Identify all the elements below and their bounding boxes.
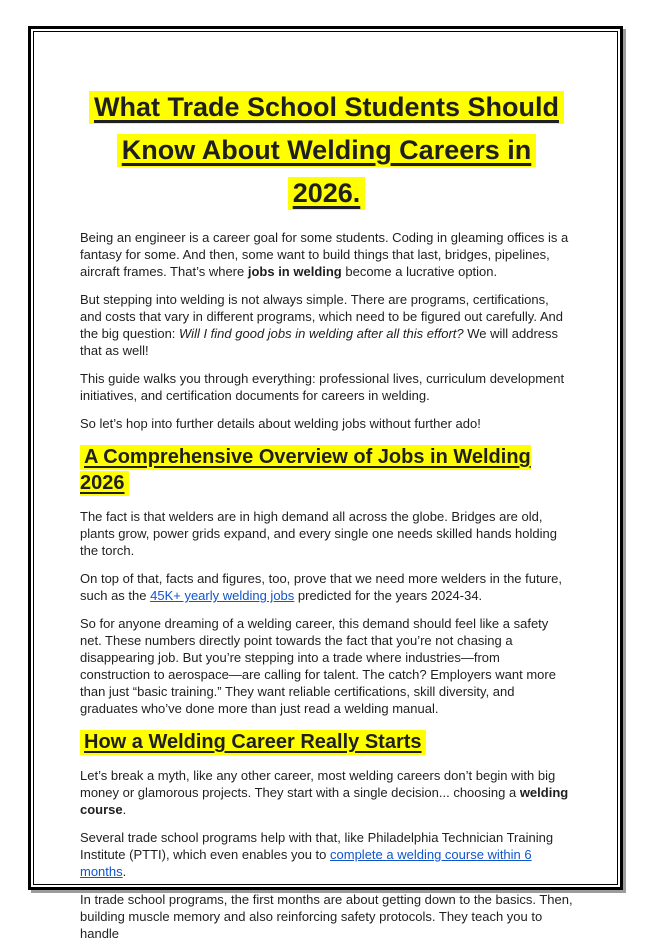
link-yearly-welding-jobs[interactable]: 45K+ yearly welding jobs: [150, 588, 295, 603]
title-line: [80, 86, 573, 129]
bold-text: jobs in welding: [247, 264, 342, 279]
page-content: [33, 31, 618, 941]
title-line: [80, 129, 573, 172]
paragraph-overview-3: So for anyone dreaming of a welding career, this demand should feel like a safety net. These numbers directly point towards the fact that you’re not chasing a disappearing job. But you’re stepping into a trade where industries—from construction to aerospace—are calling for talent. The catch? Employers want more than just “basic training.” They want reliable certifications, skill diversity, and graduates who’ve done more than just read a welding manual.: [80, 616, 556, 716]
body-text: Let’s break a myth, like any other career, most welding careers don’t begin with big money or glamorous projects. They start with a single decision... choosing a: [80, 768, 556, 800]
title-line-text: What Trade School Students Should: [89, 91, 564, 124]
title-line-text: 2026.: [288, 177, 366, 210]
section-heading-text: How a Welding Career Really Starts: [80, 730, 426, 755]
body-text: On top of that, facts and figures, too, prove that we need more welders in the future, such as the: [80, 571, 562, 603]
body-text: We will address that as well!: [80, 326, 559, 358]
body-text: Being an engineer is a career goal for some students. Coding in gleaming offices is a fantasy for some. And then, some want to build things that last, bridges, pipelines, aircraft frames. That’s where: [80, 230, 569, 279]
paragraph-overview-1: The fact is that welders are in high demand all across the globe. Bridges are old, plants grow, power grids expand, and every single one needs skilled hands holding the torch.: [80, 509, 557, 558]
body-text: Several trade school programs help with that, like Philadelphia Technician Training Institute (PTTI), which even enables you to: [80, 830, 554, 862]
paragraph-career-1: [80, 767, 573, 818]
paragraph-career-2: [80, 829, 573, 880]
title-line: [80, 172, 573, 215]
paragraph-intro-3: This guide walks you through everything: professional lives, curriculum development initiatives, and certification documents for careers in welding.: [80, 371, 565, 403]
body-text: become a lucrative option.: [341, 264, 498, 279]
section-heading-career-starts: [80, 729, 573, 755]
link-complete-welding-course[interactable]: complete a welding course within 6 months: [80, 847, 532, 879]
body-text: .: [122, 864, 127, 879]
page-title: [80, 86, 573, 215]
paragraph-overview-2: [80, 570, 573, 604]
section-heading-overview: [80, 444, 573, 496]
paragraph-career-3: In trade school programs, the first months are about getting down to the basics. Then, building muscle memory and also reinforcing safety protocols. They teach you to handle: [80, 892, 573, 941]
section-heading-text: A Comprehensive Overview of Jobs in Welding 2026: [80, 446, 531, 494]
paragraph-intro-4: So let’s hop into further details about welding jobs without further ado!: [80, 416, 481, 431]
title-line-text: Know About Welding Careers in: [117, 134, 537, 167]
paragraph-intro-2: [80, 291, 573, 359]
italic-text: Will I find good jobs in welding after all this effort?: [179, 326, 464, 341]
document-page: [28, 26, 623, 941]
body-text: But stepping into welding is not always simple. There are programs, certifications, and costs that vary in different programs, which need to be figured out carefully. And the big question:: [80, 292, 563, 341]
paragraph-intro-1: [80, 229, 573, 280]
body-text: predicted for the years 2024-34.: [294, 588, 483, 603]
bold-text: welding course: [80, 785, 569, 817]
body-text: .: [122, 802, 127, 817]
